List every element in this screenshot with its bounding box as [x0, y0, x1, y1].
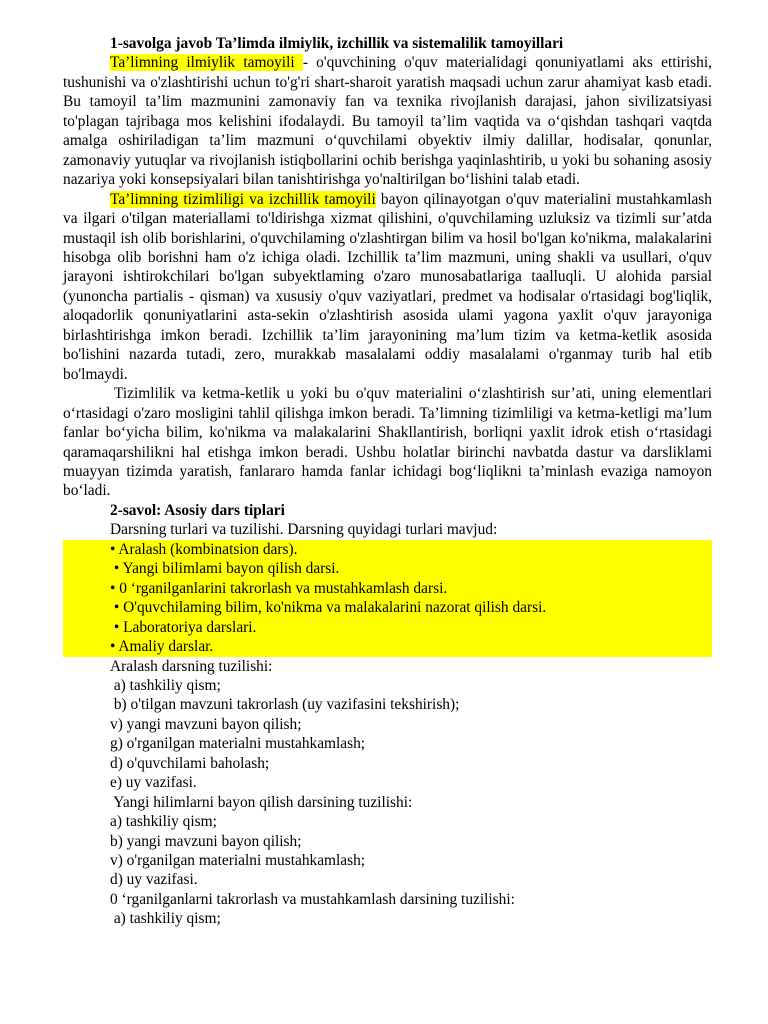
list-item: • Laboratoriya darslari.: [110, 618, 257, 636]
list-item: v) yangi mavzuni bayon qilish;: [110, 715, 302, 733]
lesson-types-list: [63, 540, 712, 657]
list-item: v) o'rganilgan materialni mustahkamlash;: [110, 852, 366, 870]
lesson-types-intro: Darsning turlari va tuzilishi. Darsning quyidagi turlari mavjud:: [110, 521, 498, 539]
list-item: Yangi hilimlarni bayon qilish darsining tuzilishi:: [110, 793, 413, 811]
list-item: 0 ‘rganilganlarni takrorlash va mustahkamlash darsining tuzilishi:: [110, 890, 515, 908]
lesson-structure-list: [63, 657, 712, 929]
paragraph-scientific-principle: [63, 53, 712, 189]
paragraph-systematicity: Tizimlilik va ketma-ketlik u yoki bu o'quv materialini o‘zlashtirish sur’ati, uning elementlari o‘rtasidagi o'zaro mosligini tahlil qilishga imkon beradi. Ta’limning tizimliligi va ketma-ketligi ma’lum fanlar bo‘yicha bilim, ko'nikma va malakalarini Shakllantirish, borliqni yaxlit idrok etish o‘rtasidagi qaramaqarshilikni hal etishga imkon beradi. Ushbu holatlar birinchi navbatda dastur va darsliklami muayyan tizimda yaratish, fanlararo hamda fanlar ichidagi bog‘liqlikni ta’minlash evaziga namoyon bo‘ladi.: [63, 385, 712, 500]
list-item: a) tashkiliy qism;: [110, 813, 217, 831]
list-item: Aralash darsning tuzilishi:: [110, 657, 273, 675]
list-item: d) o'quvchilami baholash;: [110, 754, 270, 772]
list-item: • Yangi bilimlami bayon qilish darsi.: [110, 560, 340, 578]
document-body: [63, 34, 712, 929]
highlighted-term-systematic-principle: Ta’limning tizimliligi va izchillik tamoyili: [110, 190, 376, 208]
list-item: • O'quvchilaming bilim, ko'nikma va malakalarini nazorat qilish darsi.: [110, 599, 547, 617]
list-item: b) o'tilgan mavzuni takrorlash (uy vazifasini tekshirish);: [110, 696, 460, 714]
list-item: a) tashkiliy qism;: [110, 676, 221, 694]
list-item: d) uy vazifasi.: [110, 871, 198, 889]
list-item: e) uy vazifasi.: [110, 774, 197, 792]
paragraph-systematic-principle: [63, 190, 712, 385]
highlighted-term-scientific-principle: Ta’limning ilmiylik tamoyili: [110, 54, 303, 72]
list-item: g) o'rganilgan materialni mustahkamlash;: [110, 735, 366, 753]
list-item: • 0 ‘rganilganlarini takrorlash va mustahkamlash darsi.: [110, 579, 448, 597]
list-item: a) tashkiliy qism;: [110, 910, 221, 928]
list-item: • Aralash (kombinatsion dars).: [110, 540, 298, 558]
list-item: b) yangi mavzuni bayon qilish;: [110, 832, 302, 850]
paragraph-text: bayon qilinayotgan o'quv materialini mustahkamlash va ilgari o'tilgan materiallami to'ldirishga xizmat qilishini, o'quvchilaming uzluksiz va tizimli sur’atda mustaqil ish olib borishlarini, o'quvchilaming o'zlashtirgan bilim va hosil bo'lgan ko'nikma, malakalarini hisobga olib borishni ham o'z ichiga oladi. Izchillik ta’lim mazmuni, uning shakli va usullari, o'quv jarayoni ishtirokchilari bo'lgan subyektlaming o'zaro munosabatlariga taalluqli. U alohida parsial (yunoncha partialis - qisman) va xususiy o'quv vaziyatlari, predmet va hodisalar o'rtasidagi bog'liqlik, aloqadorlik qonuniyatlarini asta-sekin o'zlashtirish asosida ulami yagona yaxlit o'quv jarayoniga birlashtirishga imkon beradi. Izchillik ta’lim jarayonining ma’lum tizim va ketma-ketlik asosida bo'lishini nazarda tutadi, zero, murakkab masalalami oddiy masalalami o'rganmay turib hal etib bo'lmaydi.: [63, 190, 712, 383]
question-1-heading: 1-savolga javob Ta’limda ilmiylik, izchillik va sistemalilik tamoyillari: [110, 35, 564, 52]
list-item: • Amaliy darslar.: [110, 638, 214, 656]
question-2-heading: 2-savol: Asosiy dars tiplari: [110, 501, 285, 519]
paragraph-text: - o'quvchining o'quv materialidagi qonuniyatlami aks ettirishi, tushunishi va o'zlashtirishi uchun to'g'ri shart-sharoit yaratish maqsadi uchun zarur ahamiyat kasb etadi. Bu tamoyil ta’lim mazmunini zamonaviy fan va texnika rivojlanish darajasi, jahon sivilizatsiyasi to'plagan tajribaga mos kelishini ifodalaydi. Bu tamoyil ta’lim vaqtida va o‘qishdan tashqari vaqtda amalga oshiriladigan ta’lim mazmuni o‘quvchilami obyektiv ilmiy dalillar, hodisalar, qonunlar, zamonaviy yutuqlar va rivojlanish istiqbollarini ochib berishga yaqinlashtirib, u yoki bu sohaning asosiy nazariya yoki konsepsiyalari bilan tanishtirishga yo'naltirilgan bo‘lishini talab etadi.: [63, 54, 712, 189]
